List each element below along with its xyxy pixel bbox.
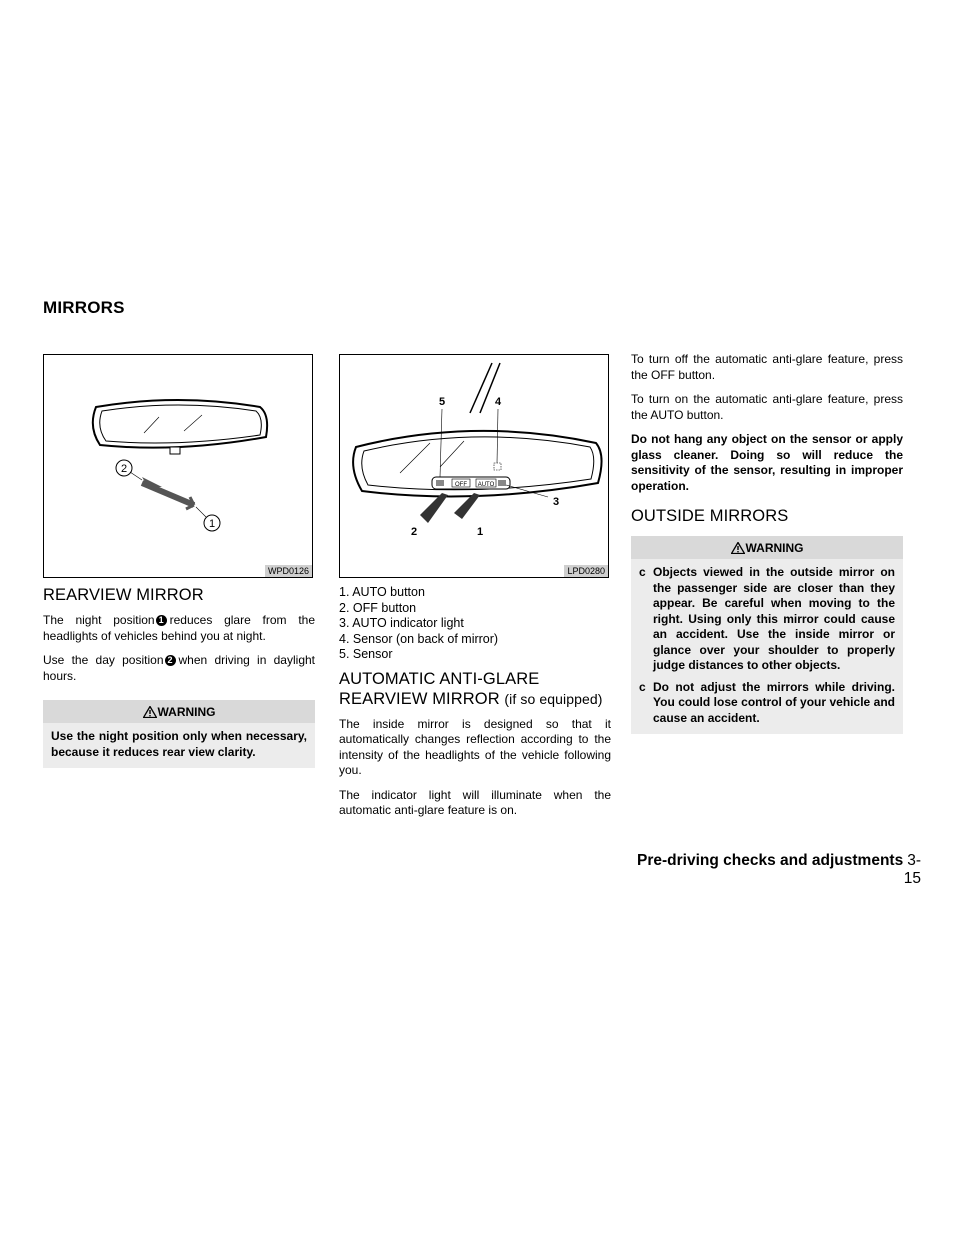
figure-auto-mirror: [339, 354, 609, 578]
warning-text: Use the night position only when necessary, because it reduces rear view clarity.: [43, 723, 315, 768]
figure-code: WPD0126: [265, 565, 312, 577]
auto-button-text: AUTO: [477, 482, 495, 488]
page-number: 3-15: [903, 852, 921, 887]
warning-list: [631, 559, 903, 734]
bullet-text: Objects viewed in the outside mirror on the passenger side are closer than they appear. Be careful when moving to the right. Using only this mirror could cause an accident. Use the inside mirror or glance over your shoulder to properly judge distances to other objects.: [653, 565, 895, 672]
warning-icon: [143, 706, 157, 718]
outside-mirrors-heading: OUTSIDE MIRRORS: [631, 507, 789, 525]
callout-1: 1: [208, 518, 216, 530]
callout-4: 4: [494, 396, 502, 408]
column-3: [631, 352, 903, 734]
warning-header: [631, 536, 903, 559]
warning-title: WARNING: [157, 705, 216, 719]
auto-paragraph-2: The indicator light will illuminate when the automatic anti-glare feature is on.: [339, 787, 611, 817]
list-item: 3. AUTO indicator light: [339, 616, 464, 630]
list-item: 1. AUTO button: [339, 585, 425, 599]
callout-1-icon: 1: [156, 615, 167, 626]
figure-code: LPD0280: [564, 565, 608, 577]
night-position-paragraph: [43, 613, 315, 644]
callout-2-icon: 2: [165, 655, 176, 666]
bullet-text: Do not adjust the mirrors while driving. You could lose control of your vehicle and cause an accident.: [653, 679, 895, 725]
warning-header: [43, 700, 315, 723]
bullet-icon: c: [639, 679, 646, 694]
day-position-paragraph: [43, 653, 315, 684]
turn-on-paragraph: To turn on the automatic anti-glare feature, press the AUTO button.: [631, 392, 903, 422]
heading-line1: AUTOMATIC ANTI-GLARE: [339, 669, 540, 688]
list-item: 5. Sensor: [339, 647, 393, 661]
list-item: [639, 565, 895, 674]
list-item: 2. OFF button: [339, 600, 417, 615]
section-title: MIRRORS: [43, 298, 125, 317]
page-footer: [631, 852, 921, 888]
turn-off-paragraph: To turn off the automatic anti-glare feature, press the OFF button.: [631, 352, 903, 382]
callout-list: [339, 585, 611, 663]
auto-mirror-illustration: [340, 355, 608, 577]
callout-3: 3: [552, 496, 560, 508]
warning-icon: [731, 542, 745, 554]
heading-qualifier: (if so equipped): [504, 690, 603, 707]
list-item: [639, 680, 895, 727]
warning-box: [43, 700, 315, 768]
footer-section: Pre-driving checks and adjustments: [637, 852, 904, 869]
auto-paragraph-1: The inside mirror is designed so that it automatically changes reflection according to the intensity of the headlights of the vehicle following you.: [339, 716, 611, 777]
p1-after: reduces glare from the headlights of vehicles behind you at night.: [43, 613, 316, 643]
callout-2: 2: [120, 463, 128, 475]
callout-1: 1: [476, 526, 484, 538]
off-button-text: OFF: [455, 482, 467, 488]
rearview-mirror-illustration: [44, 355, 312, 577]
callout-2: 2: [410, 526, 418, 538]
heading-line2: REARVIEW MIRROR: [339, 689, 500, 708]
p2-after: when driving in daylight hours.: [43, 653, 315, 683]
bullet-icon: c: [639, 565, 646, 579]
auto-antiglare-section: [339, 585, 611, 828]
sensor-caution-paragraph: Do not hang any object on the sensor or apply glass cleaner. Doing so will reduce the sensitivity of the sensor, resulting in improper operation.: [631, 432, 903, 493]
p1-before: The night position: [43, 613, 155, 627]
callout-5: 5: [438, 396, 446, 408]
list-item: 4. Sensor (on back of mirror): [339, 631, 499, 646]
figure-rearview-mirror: [43, 354, 313, 578]
p2-before: Use the day position: [43, 653, 164, 667]
auto-antiglare-heading: [339, 669, 611, 709]
warning-box: [631, 536, 903, 734]
rearview-mirror-section: [43, 585, 315, 768]
rearview-heading: REARVIEW MIRROR: [43, 586, 204, 604]
warning-title: WARNING: [745, 541, 804, 555]
